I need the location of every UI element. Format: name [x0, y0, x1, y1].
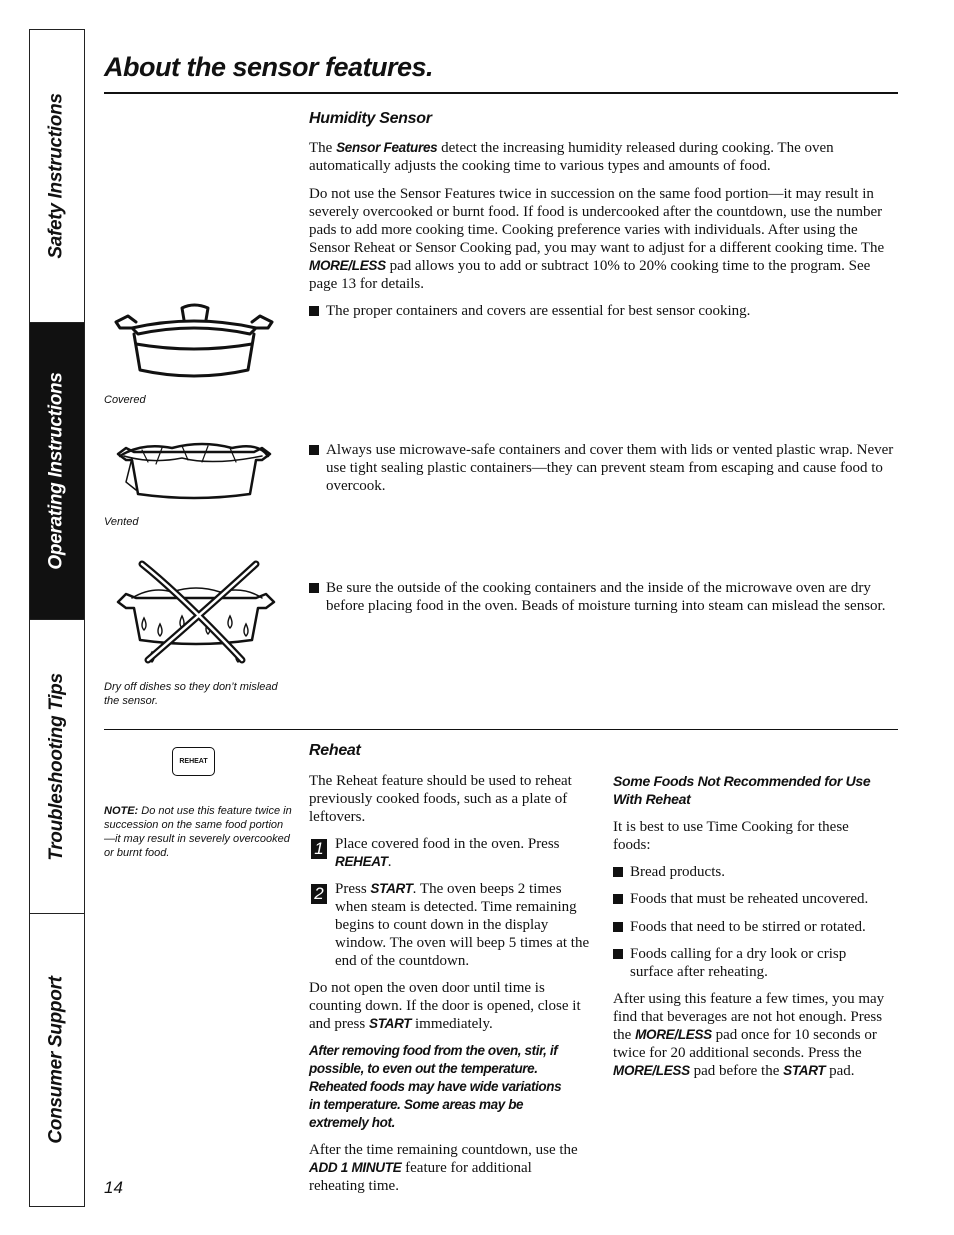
vented-dish-icon	[112, 434, 274, 504]
tab-troubleshooting-tips[interactable]	[30, 619, 84, 913]
text: Be sure the outside of the cooking containers and the inside of the microwave oven are dry before placing food in the oven. Beads of moisture turning into steam can mislead the sensor.	[326, 580, 886, 614]
text: pad.	[825, 1063, 855, 1079]
title-divider	[104, 92, 898, 94]
page-title: About the sensor features.	[104, 52, 434, 82]
sensor-features-keyword: Sensor Features	[336, 140, 438, 155]
bullet-dry-containers	[309, 579, 901, 615]
covered-caption: Covered	[104, 394, 146, 406]
section-divider	[104, 729, 898, 730]
text: . The oven beeps 2 times when steam is detected. Time remaining begins to count down in the display window. The oven will beep 5 times at the end of the countdown.	[335, 881, 590, 969]
tab-label: Troubleshooting Tips	[46, 672, 67, 861]
tab-label: Consumer Support	[46, 976, 68, 1144]
tab-label: Operating Instructions	[46, 372, 68, 570]
add-1-minute-keyword: ADD 1 MINUTE	[309, 1160, 402, 1175]
more-less-keyword: MORE/LESS	[635, 1027, 712, 1042]
reheat-door-note	[309, 979, 581, 1033]
text: Do not use the Sensor Features twice in succession on the same food portion—it may result in severely overcooked or burnt food. If food is undercooked after the countdown, use the number pads to add more cooking time. Cooking preference varies with individuals. After using the Sensor Reheat or Sensor Cooking pad, you may want to adjust for a different cooking time. The	[309, 186, 885, 256]
text: The proper containers and covers are essential for best sensor cooking.	[326, 303, 751, 319]
start-keyword: START	[370, 881, 413, 896]
text: immediately.	[411, 1016, 493, 1032]
reheat-note	[104, 804, 294, 860]
humidity-paragraph-1	[309, 139, 899, 175]
text: feature for additional reheating time.	[309, 1160, 532, 1194]
tab-safety-instructions[interactable]	[30, 30, 84, 322]
text: pad before the	[689, 1063, 784, 1079]
reheat-step-2	[335, 880, 591, 970]
text: Press	[335, 881, 371, 897]
not-recommended-heading: Some Foods Not Recommended for Use With Reheat	[613, 773, 871, 807]
start-keyword: START	[369, 1016, 412, 1031]
humidity-paragraph-2	[309, 185, 899, 293]
text: detect the increasing humidity released during cooking. The oven automatically adjusts the cooking time to various types and amounts of food.	[309, 140, 834, 174]
text: Foods that must be reheated uncovered.	[630, 891, 869, 907]
text: Do not use this feature twice in succession on the same food portion—it may result in severely overcooked or burnt food.	[104, 805, 292, 859]
start-keyword: START	[783, 1063, 826, 1078]
list-item	[613, 945, 892, 981]
reheat-warning: After removing food from the oven, stir, if possible, to even out the temperature. Reheated foods may have wide variations in temperature. Some areas may be extremely hot.	[309, 1043, 562, 1130]
list-item	[613, 918, 910, 936]
not-recommended-after	[613, 990, 885, 1080]
reheat-pad-button[interactable]: REHEAT	[172, 747, 215, 776]
tab-consumer-support[interactable]	[30, 913, 84, 1206]
text: Foods that need to be stirred or rotated.	[630, 919, 866, 935]
reheat-heading: Reheat	[309, 742, 361, 759]
step-1-number: 1	[311, 839, 327, 859]
text: .	[387, 854, 392, 870]
list-item	[613, 863, 910, 881]
text: Place covered food in the oven. Press	[335, 836, 560, 852]
humidity-sensor-heading: Humidity Sensor	[309, 110, 432, 127]
page-number: 14	[104, 1178, 123, 1197]
text: After the time remaining countdown, use the	[309, 1142, 578, 1158]
more-less-keyword: MORE/LESS	[309, 258, 386, 273]
reheat-keyword: REHEAT	[335, 854, 388, 869]
sidebar-nav	[29, 29, 85, 1207]
covered-dish-icon	[112, 298, 274, 384]
vented-caption: Vented	[104, 516, 139, 528]
text: Always use microwave-safe containers and cover them with lids or vented plastic wrap. Never use tight sealing plastic containers—they can prevent steam from escaping and cause food to overcook.	[326, 442, 894, 494]
wet-dish-crossed-icon	[112, 556, 280, 666]
text: pad once for 10 seconds or twice for 20 additional seconds. Press the	[613, 1027, 877, 1061]
reheat-intro: The Reheat feature should be used to reheat previously cooked foods, such as a plate of leftovers.	[309, 773, 572, 825]
tab-label: Safety Instructions	[46, 93, 67, 259]
not-recommended-intro: It is best to use Time Cooking for these foods:	[613, 819, 849, 853]
text: Do not open the oven door until time is counting down. If the door is opened, close it and press	[309, 980, 581, 1032]
note-label: NOTE:	[104, 805, 139, 817]
text: The	[309, 140, 337, 156]
text: pad allows you to add or subtract 10% to 20% cooking time to the program. See page 13 for details.	[309, 258, 871, 292]
dry-caption: Dry off dishes so they don’t mislead the sensor.	[104, 681, 278, 707]
bullet-containers	[309, 302, 901, 320]
step-2-number: 2	[311, 884, 327, 904]
text: Foods calling for a dry look or crisp surface after reheating.	[630, 946, 847, 980]
bullet-microwave-safe	[309, 441, 901, 495]
reheat-after	[309, 1141, 591, 1195]
tab-operating-instructions[interactable]	[30, 322, 84, 619]
text: Bread products.	[630, 864, 725, 880]
text: After using this feature a few times, you may find that beverages are not hot enough. Press the	[613, 991, 885, 1043]
more-less-keyword: MORE/LESS	[613, 1063, 690, 1078]
reheat-step-1	[335, 835, 591, 871]
list-item	[613, 890, 910, 908]
